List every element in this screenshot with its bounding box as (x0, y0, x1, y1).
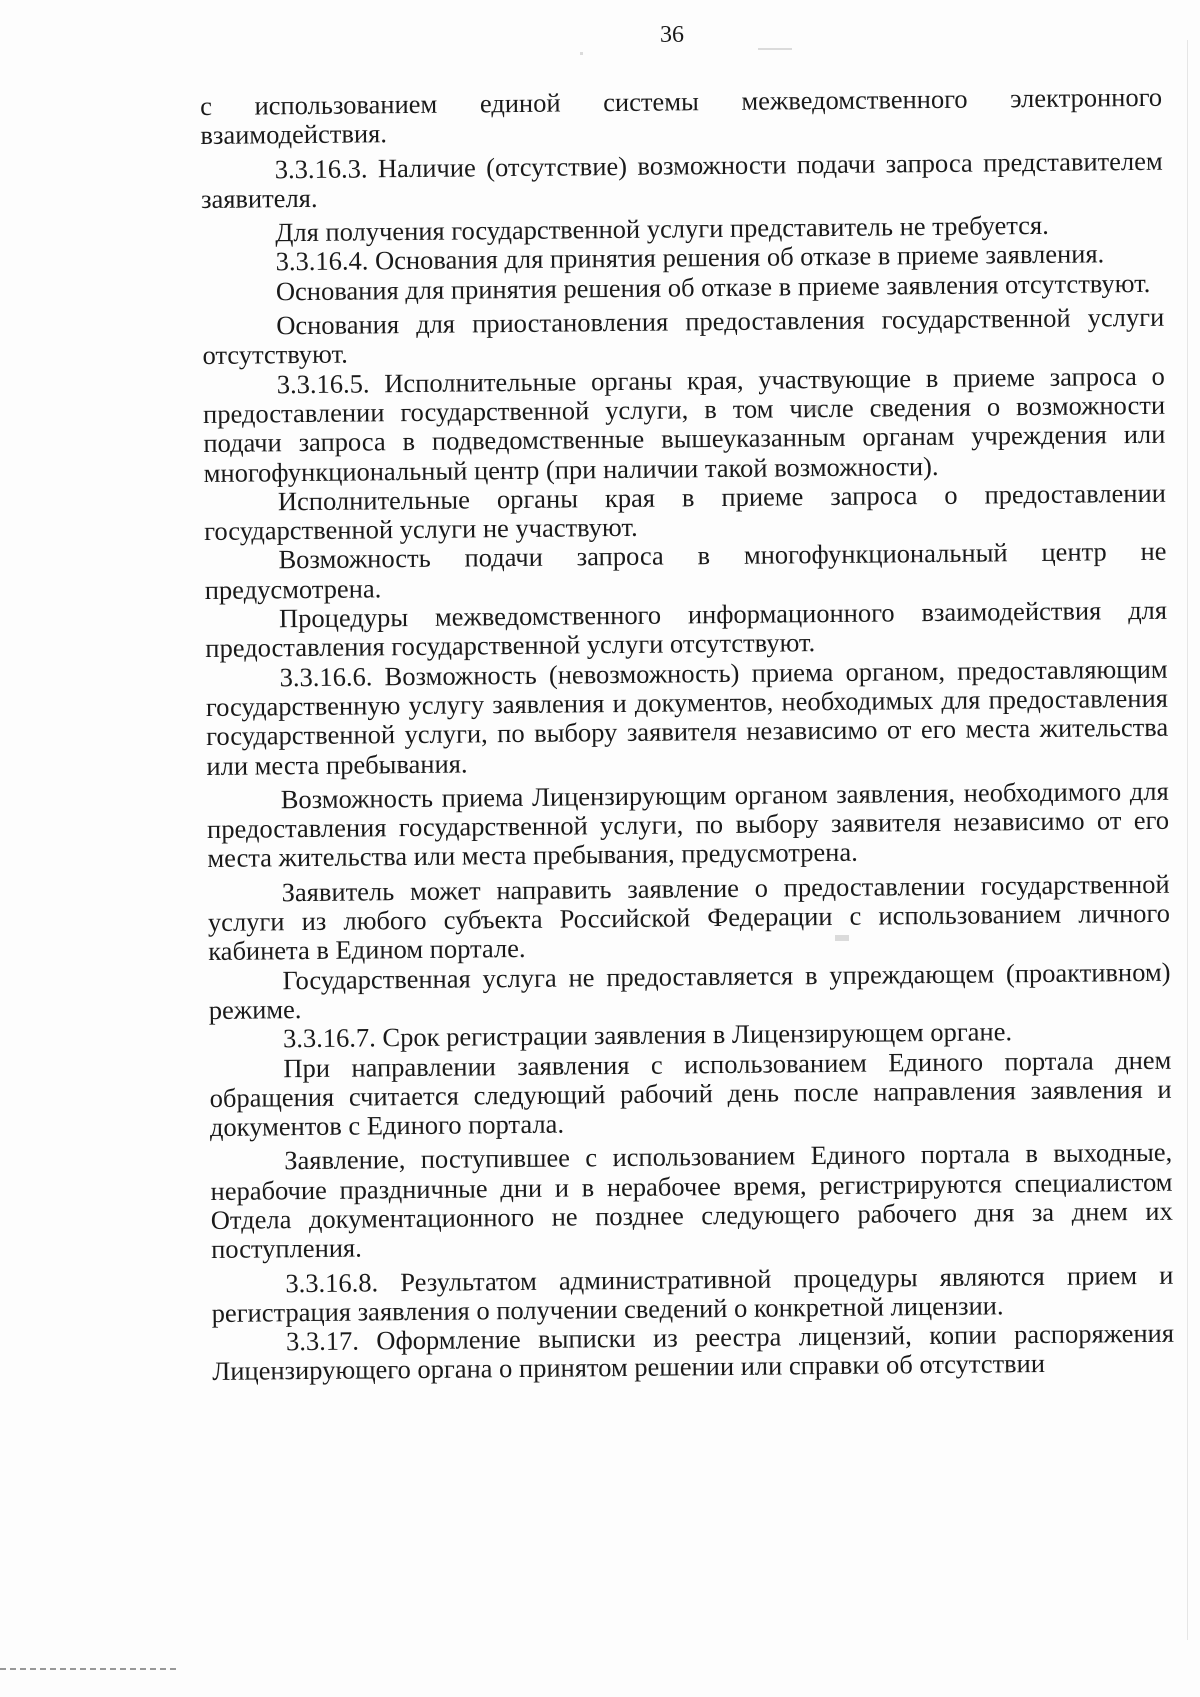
paragraph: При направлении заявления с использованием Единого портала днем обращения считается следующий рабочий день после направления заявления и документов с Единого портала. (209, 1044, 1172, 1143)
paragraph: с использованием единой системы межведомственного электронного взаимодействия. (199, 81, 1163, 151)
paragraph: Возможность приема Лицензирующим органом заявления, необходимого для предоставления государственной услуги, по выбору заявителя независимо от его места жительства или места пребывания, предусмотрена. (206, 775, 1170, 874)
paragraph: 3.3.17. Оформление выписки из реестра лицензий, копии распоряжения Лицензирующего органа о принятом решении или справки об отсутствии (212, 1317, 1175, 1387)
paragraph: Заявление, поступившее с использованием Единого портала в выходные, нерабочие праздничные дни и в нерабочее время, регистрируются специалистом Отдела документационного не позднее следующего рабочего дня за днем их поступления. (210, 1137, 1173, 1265)
paragraph: 3.3.16.5. Исполнительные органы края, участвующие в приеме запроса о предоставлении государственной услуги, в том числе сведения о возможности подачи запроса в подведомственные вышеуказанным органам учреждения или многофункциональный центр (при наличии такой возможности). (202, 360, 1166, 488)
paragraph: 3.3.16.4. Основания для принятия решения об отказе в приеме заявления. (275, 238, 1105, 277)
paragraph: 3.3.16.6. Возможность (невозможность) приема органом, предоставляющим государственную услугу заявления и документов, необходимых для предоставления государственной услуги, по выбору заявителя независимо от его места жительства или места пребывания. (205, 653, 1169, 781)
paragraph: Государственная услуга не предоставляется в упреждающем (проактивном) режиме. (208, 956, 1171, 1025)
scan-edge (1187, 40, 1188, 1640)
page-number: 36 (660, 22, 684, 48)
scan-artifact (580, 52, 583, 55)
paragraph: Исполнительные органы края в приеме запроса о предоставлении государственной услуги не участвуют. (204, 477, 1167, 547)
paragraph: Основания для принятия решения об отказе в приеме заявления отсутствуют. (275, 267, 1151, 307)
paragraph: 3.3.16.7. Срок регистрации заявления в Лицензирующем органе. (282, 1016, 1013, 1054)
document-body (200, 83, 1174, 1387)
scan-artifact (758, 48, 792, 50)
paragraph: 3.3.16.3. Наличие (отсутствие) возможности подачи запроса представителем заявителя. (200, 145, 1163, 214)
scan-artifact (835, 935, 849, 941)
paragraph: 3.3.16.8. Результатом административной процедуры являются прием и регистрация заявления о получении сведений о конкретной лицензии. (211, 1259, 1174, 1328)
paragraph: Процедуры межведомственного информационного взаимодействия для предоставления государственной услуги отсутствуют. (205, 594, 1168, 664)
paragraph: Возможность подачи запроса в многофункциональный центр не предусмотрена. (204, 536, 1167, 605)
scan-artifact (806, 405, 820, 413)
scan-edge (0, 1668, 180, 1670)
paragraph: Заявитель может направить заявление о предоставлении государственной услуги из любого субъекта Российской Федерации с использованием личного кабинета в Едином портале. (207, 868, 1171, 967)
paragraph: Для получения государственной услуги представитель не требуется. (275, 210, 1049, 248)
paragraph: Основания для приостановления предоставления государственной услуги отсутствуют. (202, 301, 1165, 371)
